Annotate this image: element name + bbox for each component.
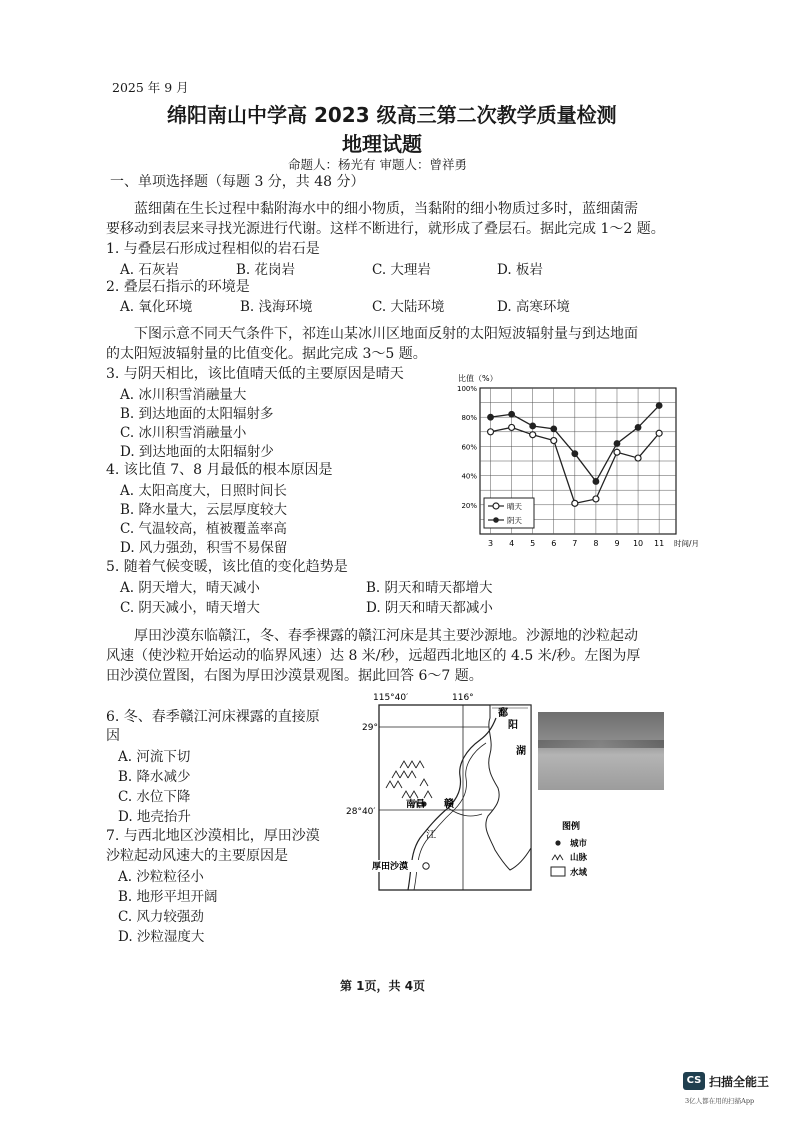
question-4-option-b[interactable]: B. 降水量大，云层厚度较大 — [120, 502, 288, 518]
label-poyang-1: 鄱 — [498, 708, 508, 719]
question-6-stem-line-1: 6. 冬、春季赣江河床裸露的直接原 — [106, 709, 320, 725]
cs-logo-icon: CS — [683, 1072, 705, 1090]
x-tick-label: 7 — [572, 539, 578, 548]
passage-1-line-1: 蓝细菌在生长过程中黏附海水中的细小物质，当黏附的细小物质过多时，蓝细菌需 — [134, 201, 638, 217]
data-point-cloudy — [635, 425, 641, 431]
question-2-option-d[interactable]: D. 高寒环境 — [497, 299, 570, 315]
x-tick-label: 9 — [614, 539, 620, 548]
passage-3-line-2: 风速（使沙粒开始运动的临界风速）达 8 米/秒，远超西北地区的 4.5 米/秒。左图为厚 — [106, 648, 641, 664]
x-tick-label: 5 — [530, 539, 536, 548]
question-3-option-a[interactable]: A. 冰川积雪消融量大 — [120, 387, 247, 403]
houtian-desert-photo — [538, 712, 664, 790]
passage-3-line-3: 田沙漠位置图，右图为厚田沙漠景观图。据此回答 6～7 题。 — [106, 668, 483, 684]
legend-mountain: 山脉 — [570, 853, 588, 863]
question-3-stem: 3. 与阴天相比，该比值晴天低的主要原因是晴天 — [106, 366, 404, 382]
data-point-sunny — [635, 455, 641, 461]
scanner-tagline: 3亿人都在用的扫描App — [685, 1097, 755, 1105]
question-6-stem-line-2: 因 — [106, 728, 120, 744]
map-lon-1: 115°40′ — [373, 693, 409, 703]
y-tick-label: 100% — [456, 385, 477, 393]
exam-subtitle: 地理试题 — [342, 132, 422, 156]
question-5-stem: 5. 随着气候变暖，该比值的变化趋势是 — [106, 559, 348, 575]
question-1-stem: 1. 与叠层石形成过程相似的岩石是 — [106, 241, 320, 257]
question-5-option-a[interactable]: A. 阴天增大，晴天减小 — [120, 580, 260, 596]
label-poyang-2: 阳 — [508, 720, 518, 731]
data-point-sunny — [530, 432, 536, 438]
question-7-stem-line-2: 沙粒起动风速大的主要原因是 — [106, 848, 288, 864]
question-5-option-c[interactable]: C. 阴天减小，晴天增大 — [120, 600, 260, 616]
map-lon-2: 116° — [452, 693, 474, 703]
passage-2-line-2: 的太阳短波辐射量的比值变化。据此完成 3～5 题。 — [106, 346, 427, 362]
question-1-option-b[interactable]: B. 花岗岩 — [236, 262, 296, 278]
passage-3-line-1: 厚田沙漠东临赣江，冬、春季裸露的赣江河床是其主要沙源地。沙源地的沙粒起动 — [134, 628, 638, 644]
x-tick-label: 11 — [654, 539, 665, 548]
label-houtian-desert: 厚田沙漠 — [372, 862, 409, 872]
y-tick-label: 20% — [461, 501, 477, 510]
chart-ylabel: 比值（%） — [458, 374, 498, 383]
question-6-option-b[interactable]: B. 降水减少 — [118, 769, 191, 785]
data-point-cloudy — [593, 479, 599, 485]
legend-sunny: 晴天 — [507, 502, 522, 511]
question-4-option-c[interactable]: C. 气温较高，植被覆盖率高 — [120, 521, 287, 537]
y-tick-label: 60% — [461, 443, 477, 452]
map-legend — [548, 818, 618, 880]
question-7-stem-line-1: 7. 与西北地区沙漠相比，厚田沙漠 — [106, 828, 320, 844]
x-tick-label: 8 — [593, 539, 599, 548]
question-5-option-b[interactable]: B. 阴天和晴天都增大 — [366, 580, 493, 596]
data-point-cloudy — [488, 414, 494, 420]
passage-1-line-2: 要移动到表层来寻找光源进行代谢。这样不断进行，就形成了叠层石。据此完成 1～2 题。 — [106, 221, 665, 237]
houtian-location-map — [340, 688, 540, 896]
data-point-sunny — [593, 496, 599, 502]
data-point-cloudy — [530, 423, 536, 429]
question-1-option-c[interactable]: C. 大理岩 — [372, 262, 431, 278]
legend-title: 图例 — [562, 822, 581, 832]
exam-title: 绵阳南山中学高 2023 级高三第二次教学质量检测 — [167, 103, 617, 127]
question-2-option-c[interactable]: C. 大陆环境 — [372, 299, 445, 315]
data-point-sunny — [656, 430, 662, 436]
question-2-stem: 2. 叠层石指示的环境是 — [106, 279, 250, 295]
ratio-line-chart — [440, 360, 710, 552]
x-tick-label: 10 — [632, 539, 644, 548]
question-6-option-c[interactable]: C. 水位下降 — [118, 789, 191, 805]
question-2-option-b[interactable]: B. 浅海环境 — [240, 299, 313, 315]
x-tick-label: 3 — [487, 539, 494, 548]
legend-water: 水域 — [570, 868, 588, 878]
question-6-option-a[interactable]: A. 河流下切 — [118, 749, 191, 765]
passage-2-line-1: 下图示意不同天气条件下，祁连山某冰川区地面反射的太阳短波辐射量与到达地面 — [134, 326, 638, 342]
question-6-option-d[interactable]: D. 地壳抬升 — [118, 809, 191, 825]
legend-city: 城市 — [570, 839, 588, 849]
map-lat-2: 28°40′ — [346, 807, 376, 817]
question-5-option-d[interactable]: D. 阴天和晴天都减小 — [366, 600, 493, 616]
question-3-option-d[interactable]: D. 到达地面的太阳辐射少 — [120, 444, 274, 460]
question-1-option-d[interactable]: D. 板岩 — [497, 262, 543, 278]
chart-legend — [484, 498, 534, 528]
x-tick-label: 6 — [551, 539, 557, 548]
question-7-option-a[interactable]: A. 沙粒粒径小 — [118, 869, 204, 885]
chart-xlabel: 时间/月 — [674, 539, 700, 548]
legend-cloudy: 阴天 — [507, 516, 522, 525]
page-number: 第 1页，共 4页 — [340, 979, 426, 993]
data-point-sunny — [488, 429, 494, 435]
question-3-option-c[interactable]: C. 冰川积雪消融量小 — [120, 425, 247, 441]
question-1-option-a[interactable]: A. 石灰岩 — [120, 262, 179, 278]
y-tick-label: 40% — [461, 472, 477, 481]
data-point-sunny — [572, 500, 578, 506]
section-heading: 一、单项选择题（每题 3 分，共 48 分） — [110, 174, 365, 190]
y-tick-label: 80% — [461, 414, 477, 423]
data-point-cloudy — [572, 451, 578, 457]
data-point-sunny — [551, 438, 557, 444]
x-tick-label: 4 — [509, 539, 515, 548]
data-point-cloudy — [551, 426, 557, 432]
data-point-cloudy — [656, 403, 662, 409]
question-4-option-a[interactable]: A. 太阳高度大，日照时间长 — [120, 483, 287, 499]
question-2-option-a[interactable]: A. 氧化环境 — [120, 299, 193, 315]
data-point-cloudy — [509, 411, 515, 417]
label-gan: 赣 — [444, 799, 454, 810]
map-lat-1: 29° — [362, 723, 378, 733]
data-point-sunny — [614, 449, 620, 455]
exam-date: 2025 年 9 月 — [112, 80, 189, 95]
question-4-stem: 4. 该比值 7、8 月最低的根本原因是 — [106, 462, 333, 478]
label-poyang-3: 湖 — [516, 746, 526, 757]
question-7-option-d[interactable]: D. 沙粒湿度大 — [118, 929, 205, 945]
exam-authors: 命题人：杨光有 审题人：曾祥勇 — [288, 157, 467, 172]
question-7-option-b[interactable]: B. 地形平坦开阔 — [118, 889, 218, 905]
question-3-option-b[interactable]: B. 到达地面的太阳辐射多 — [120, 406, 274, 422]
question-7-option-c[interactable]: C. 风力较强劲 — [118, 909, 204, 925]
scanner-brand: 扫描全能王 — [709, 1075, 770, 1089]
data-point-cloudy — [614, 441, 620, 447]
question-4-option-d[interactable]: D. 风力强劲，积雪不易保留 — [120, 540, 288, 556]
label-jiang: 江 — [426, 830, 436, 841]
label-nanchang: 南昌 — [406, 799, 426, 810]
data-point-sunny — [509, 424, 515, 430]
